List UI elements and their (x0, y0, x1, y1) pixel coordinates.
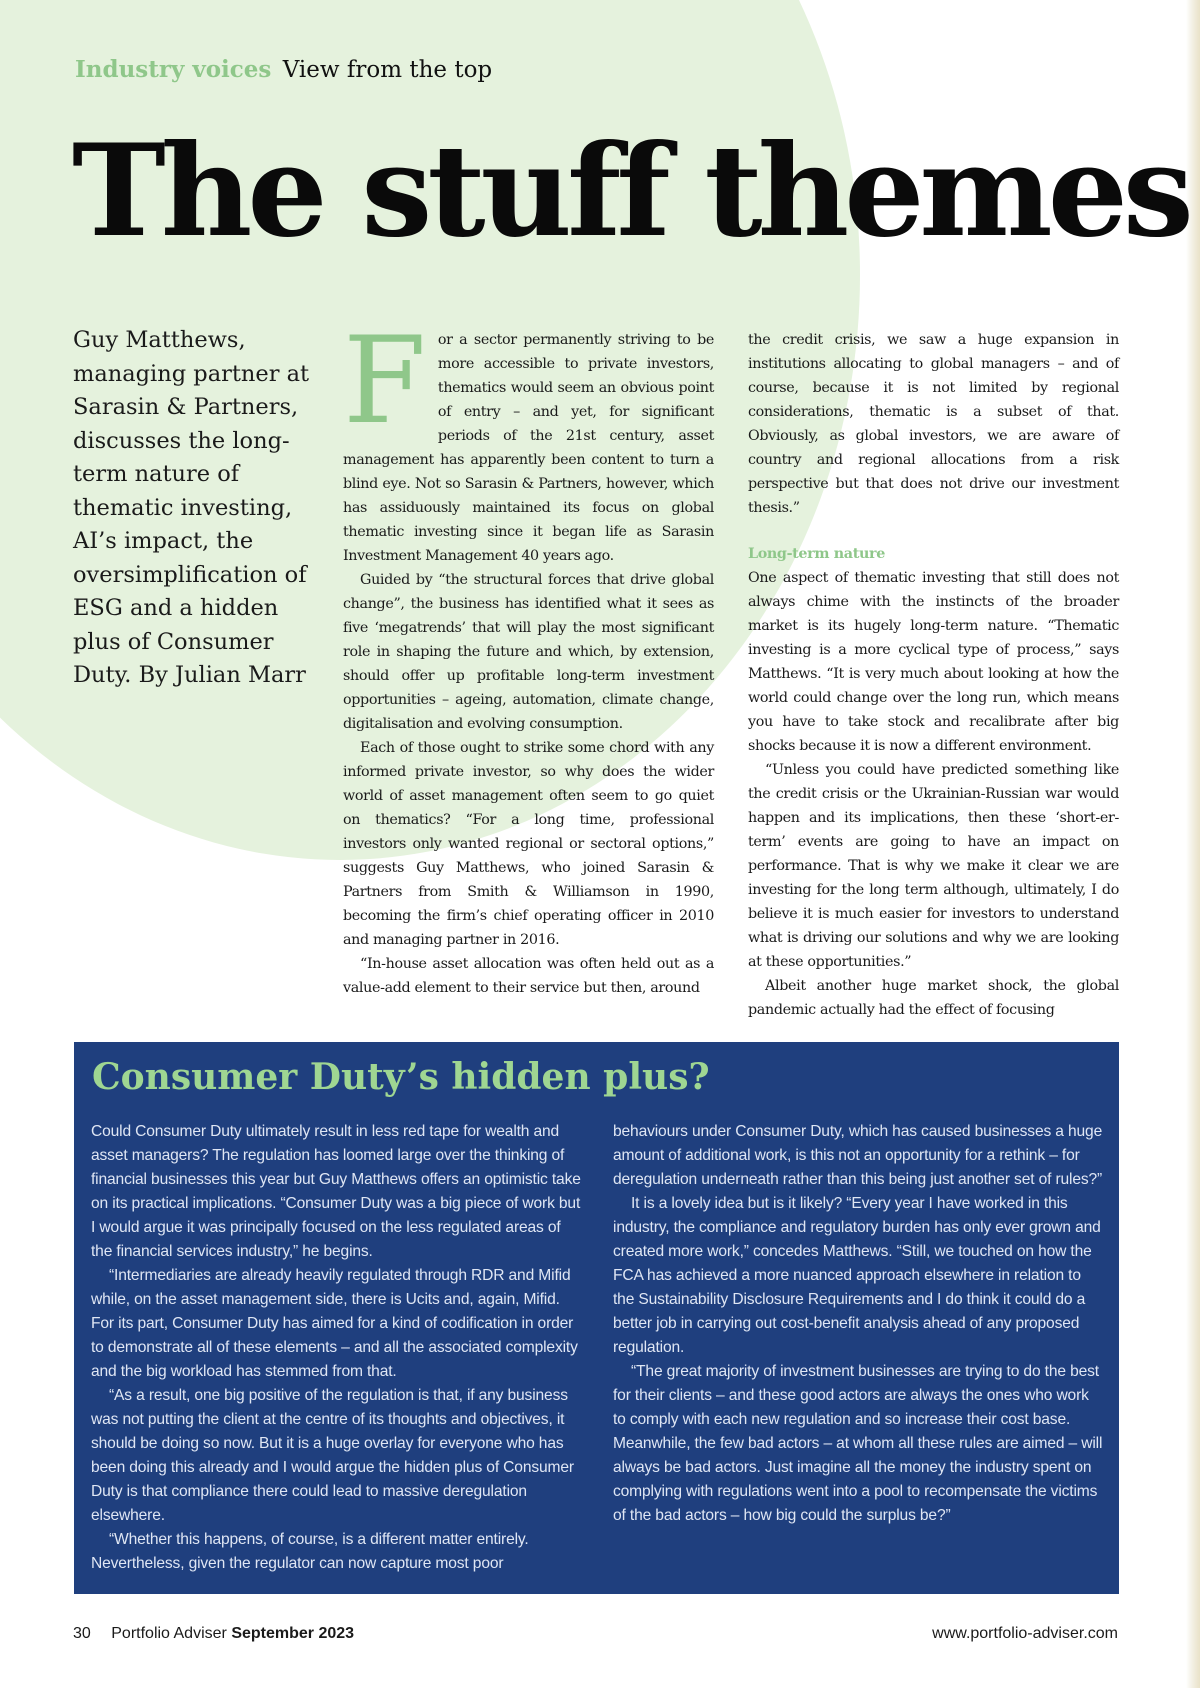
sidebar-column-1 (91, 1120, 583, 1576)
sidebar-paragraph: behaviours under Consumer Duty, which has caused businesses a huge amount of additional work, is this not an opportunity for a rethink – for deregulation underneath rather than this being just another set of rules?” (613, 1123, 1103, 1188)
sidebar-box (74, 1042, 1119, 1594)
section-label (75, 56, 492, 83)
footer-url[interactable]: www.portfolio-adviser.com (932, 1625, 1118, 1642)
sidebar-title: Consumer Duty’s hidden plus? (92, 1056, 710, 1098)
footer-folio (73, 1625, 354, 1643)
article-column-1 (343, 312, 714, 1000)
sidebar-paragraph: It is a lovely idea but is it likely? “Every year I have worked in this industry, the compliance and regulatory burden has only ever grown and created more work,” concedes Matthews. “Still, we touched on how the FCA has achieved a more nuanced approach elsewhere in relation to the Sustainability Disclosure Requirements and I do think it could do a better job in carrying out cost-benefit analysis ahead of any proposed regulation. (613, 1195, 1101, 1356)
article-paragraph: One aspect of thematic investing that still does not always chime with the instincts of the broader market is its hugely long-term nature. “Thematic investing is a more cyclical type of process,” says Matthews. “It is very much about looking at how the world could change over the long run, which means you have to take stock and recalibrate after big shocks because it is now a different environment. (748, 570, 1119, 754)
article-subhead: Long-term nature (748, 546, 885, 562)
sidebar-paragraph: Could Consumer Duty ultimately result in less red tape for wealth and asset managers? The regulation has loomed large over the thinking of financial businesses this year but Guy Matthews offers an optimistic take on its practical implications. “Consumer Duty was a big piece of work but I would argue it was principally focused on the less regulated areas of the financial services industry,” he begins. (91, 1123, 581, 1260)
drop-cap: F (343, 312, 426, 451)
page-number: 30 (73, 1625, 91, 1642)
article-paragraph: “In-house asset allocation was often held out as a value-add element to their service but then, around (343, 956, 714, 996)
section-name: View from the top (282, 57, 493, 83)
standfirst: Guy Matthews, managing partner at Sarasin & Partners, discusses the long-term nature of thematic investing, AI’s impact, the oversimplification of ESG and a hidden plus of Consumer Duty. By Julian Marr (73, 327, 310, 688)
sidebar-paragraph: “Whether this happens, of course, is a different matter entirely. Nevertheless, given the regulator can now capture most poor (91, 1531, 529, 1572)
article-paragraph: Albeit another huge market shock, the global pandemic actually had the effect of focusing (748, 978, 1119, 1018)
article-paragraph: the credit crisis, we saw a huge expansion in institutions allocating to global managers – and of course, because it is not limited by regional considerations, thematic is a subset of that. Obviously, as global investors, we are aware of country and regional allocations from a risk perspective but that does not drive our investment thesis.” (748, 332, 1119, 516)
headline: The stuff themes (72, 117, 1189, 265)
sidebar-paragraph: “The great majority of investment businesses are trying to do the best for their clients – and these good actors are always the ones who work to comply with each new regulation and so increase their cost base. Meanwhile, the few bad actors – at whom all these rules are aimed – will always be bad actors. Just imagine all the money the industry spent on complying with regulations went into a pool to recompensate the victims of the bad actors – how big could the surplus be?” (613, 1363, 1103, 1524)
article-paragraph (343, 312, 714, 568)
sidebar-column-2 (613, 1120, 1103, 1528)
section-kicker: Industry voices (75, 56, 272, 83)
article-paragraph: “Unless you could have predicted something like the credit crisis or the Ukrainian-Russian war would happen and its implications, then these ‘short-er-term’ events are going to have an impact on performance. That is why we make it clear we are investing for the long term although, ultimately, I do believe it is much easier for investors to understand what is driving our solutions and why we are looking at these opportunities.” (748, 762, 1119, 970)
publication-name: Portfolio Adviser (111, 1625, 227, 1642)
article-column-2 (748, 328, 1119, 1022)
sidebar-paragraph: “As a result, one big positive of the regulation is that, if any business was not putting the client at the centre of its thoughts and objectives, it should be doing so now. But it is a huge overlay for everyone who has been doing this already and I would argue the hidden plus of Consumer Duty is that compliance there could lead to massive deregulation elsewhere. (91, 1387, 574, 1524)
article-lead-text: or a sector permanently striving to be more accessible to private investors, thematics would seem an obvious point of entry – and yet, for significant periods of the 21st century, asset management has apparently been content to turn a blind eye. Not so Sarasin & Partners, however, which has assiduously maintained its focus on global thematic investing since it began life as Sarasin Investment Management 40 years ago. (343, 332, 714, 564)
article-paragraph: Each of those ought to strike some chord with any informed private investor, so why does the wider world of asset management often seem to go quiet on thematics? “For a long time, professional investors only wanted regional or sectoral options,” suggests Guy Matthews, who joined Sarasin & Partners from Smith & Williamson in 1990, becoming the firm’s chief operating officer in 2010 and managing partner in 2016. (343, 740, 714, 948)
issue-date: September 2023 (231, 1625, 355, 1642)
sidebar-paragraph: “Intermediaries are already heavily regulated through RDR and Mifid while, on the asset management side, there is Ucits and, again, Mifid. For its part, Consumer Duty has aimed for a kind of codification in order to demonstrate all of these elements – and all the associated complexity and the big workload has stemmed from that. (91, 1267, 578, 1380)
article-paragraph: Guided by “the structural forces that drive global change”, the business has identified what it sees as five ‘megatrends’ that will play the most significant role in shaping the future and which, by extension, should offer up profitable long-term investment opportunities – ageing, automation, climate change, digitalisation and evolving consumption. (343, 572, 714, 732)
